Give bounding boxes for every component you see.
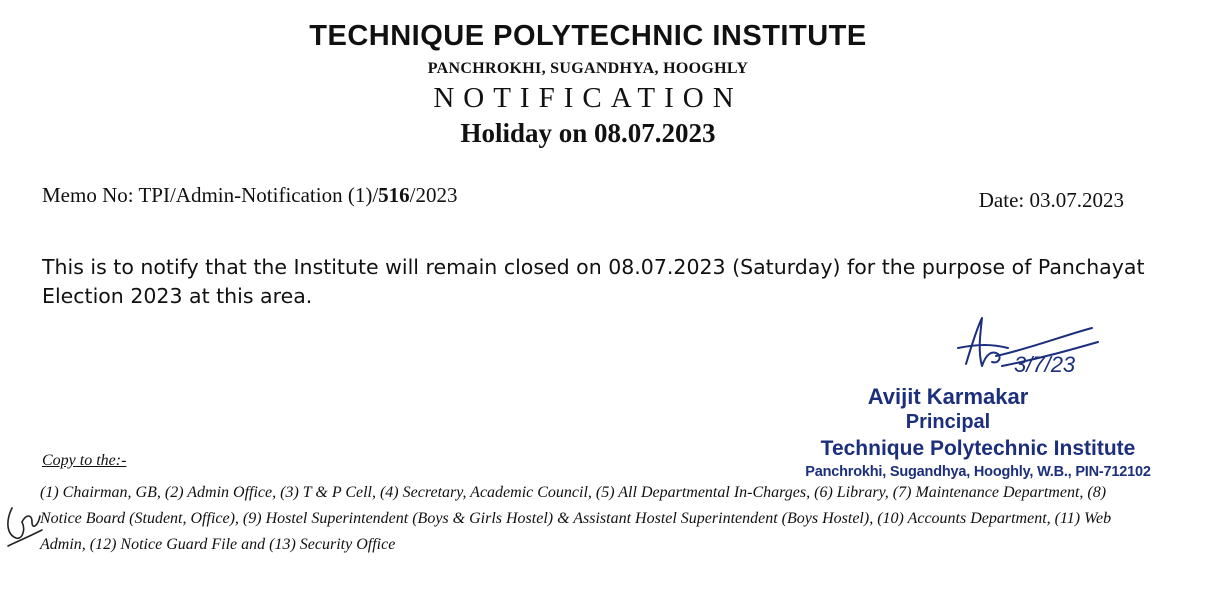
memo-number [42, 183, 458, 208]
signatory-name: Avijit Karmakar [867, 384, 1029, 409]
copy-to-heading: Copy to the:- [42, 452, 127, 469]
memo-serial: 516 [378, 183, 410, 207]
notification-subject: Holiday on 08.07.2023 [460, 118, 716, 148]
handwritten-initials [2, 500, 46, 548]
institute-address: PANCHROKHI, SUGANDHYA, HOOGHLY [427, 60, 749, 77]
signature-date: 3/7/23 [1014, 352, 1076, 377]
memo-suffix: /2023 [409, 183, 458, 207]
signatory-address: Panchrokhi, Sugandhya, Hooghly, W.B., PIN-712102 [805, 464, 1151, 480]
notification-title: NOTIFICATION [433, 82, 743, 114]
notice-body: This is to notify that the Institute will remain closed on 08.07.2023 (Saturday) for the purpose of Panchayat Election 2023 at this area. [42, 255, 1145, 308]
signatory-title: Principal [905, 411, 991, 433]
signatory-institute: Technique Polytechnic Institute [820, 437, 1136, 460]
memo-prefix: Memo No: TPI/Admin-Notification (1)/ [42, 183, 379, 207]
copy-to-list: (1) Chairman, GB, (2) Admin Office, (3) T & P Cell, (4) Secretary, Academic Council, (5) All Departmental In-Charges, (6) Library, (7) Maintenance Department, (8) Notice Board (Student, Office), (9) Hostel Superintendent (Boys & Girls Hostel) & Assistant Hostel Superintendent (Boys Hostel), (10) Accounts Department, (11) Web Admin, (12) Notice Guard File and (13) Security Office [40, 484, 1112, 553]
institute-name: TECHNIQUE POLYTECHNIC INSTITUTE [309, 20, 867, 52]
memo-date: Date: 03.07.2023 [978, 188, 1124, 212]
principal-signature [952, 314, 1102, 384]
